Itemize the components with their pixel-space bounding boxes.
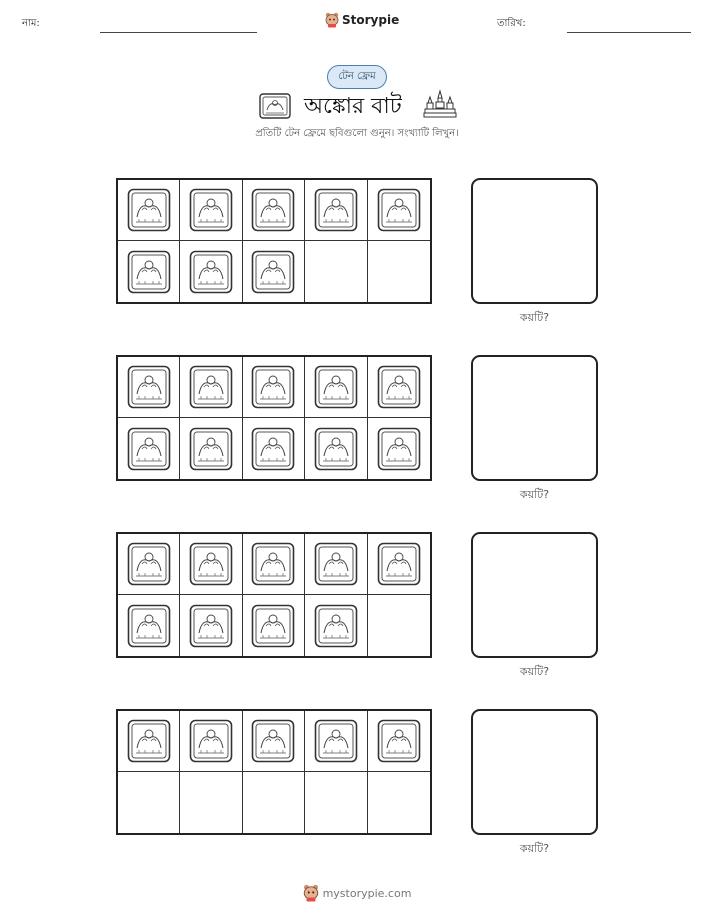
ten-frame-cell [118, 534, 180, 595]
angkor-carving-icon [189, 188, 233, 232]
brand-name: Storypie [342, 13, 400, 27]
ten-frame-cell [243, 357, 305, 418]
ten-frame-cell [243, 241, 305, 302]
angkor-temple-icon [423, 89, 457, 119]
name-line[interactable] [100, 32, 257, 33]
ten-frame-cell [180, 418, 242, 479]
ten-frame-cell [368, 180, 430, 241]
angkor-carving-icon [314, 604, 358, 648]
answer-label: কয়টি? [519, 842, 550, 855]
title-row [0, 89, 714, 121]
angkor-carving-icon [377, 427, 421, 471]
angkor-carving-icon [251, 365, 295, 409]
ten-frame-cell [243, 595, 305, 656]
date-line[interactable] [567, 32, 691, 33]
ten-frame-cell [118, 241, 180, 302]
answer-label: কয়টি? [519, 311, 550, 324]
instructions: প্রতিটি টেন ফ্রেমে ছবিগুলো গুনুন। সংখ্যাটি লিখুন। [255, 128, 459, 139]
ten-frame-cell [180, 534, 242, 595]
ten-frame-cell [118, 711, 180, 772]
angkor-carving-icon [127, 604, 171, 648]
angkor-carving-icon [251, 719, 295, 763]
ten-frame-cell [305, 711, 367, 772]
angkor-carving-icon [189, 250, 233, 294]
date-label: তারিখ: [497, 18, 526, 29]
angkor-carving-icon [251, 188, 295, 232]
ten-frame-cell [368, 534, 430, 595]
angkor-carving-icon [189, 542, 233, 586]
ten-frame [116, 709, 432, 835]
answer-box[interactable] [471, 532, 598, 658]
ten-frame-cell [305, 418, 367, 479]
answer-box[interactable] [471, 709, 598, 835]
angkor-carving-icon [314, 188, 358, 232]
ten-frame [116, 532, 432, 658]
angkor-carving-icon [377, 365, 421, 409]
ten-frame [116, 355, 432, 481]
ten-frame-cell [118, 772, 180, 833]
angkor-carving-icon [377, 188, 421, 232]
ten-frame-cell [243, 772, 305, 833]
angkor-carving-icon [251, 542, 295, 586]
ten-frame-cell [305, 357, 367, 418]
ten-frame-cell [305, 772, 367, 833]
answer-label: কয়টি? [519, 488, 550, 501]
angkor-carving-icon [251, 427, 295, 471]
page-title: অঙ্কোর বাট [304, 94, 402, 119]
ten-frame-cell [243, 534, 305, 595]
ten-frame-cell [180, 711, 242, 772]
ten-frame [116, 178, 432, 304]
ten-frame-cell [180, 180, 242, 241]
ten-frame-cell [180, 595, 242, 656]
angkor-carving-icon [314, 542, 358, 586]
angkor-carving-icon [127, 542, 171, 586]
footer-url[interactable]: mystorypie.com [322, 886, 412, 900]
ten-frame-cell [243, 711, 305, 772]
ten-frame-cell [118, 180, 180, 241]
topic-badge: টেন ফ্রেম [327, 65, 387, 89]
angkor-carving-icon [314, 427, 358, 471]
angkor-carving-icon [189, 719, 233, 763]
answer-label: কয়টি? [519, 665, 550, 678]
name-label: নাম: [22, 18, 40, 29]
angkor-carving-icon [314, 365, 358, 409]
answer-box[interactable] [471, 355, 598, 481]
ten-frame-cell [368, 711, 430, 772]
ten-frame-cell [305, 241, 367, 302]
angkor-carving-icon [377, 719, 421, 763]
angkor-carving-icon [377, 542, 421, 586]
ten-frame-cell [118, 418, 180, 479]
ten-frame-cell [118, 357, 180, 418]
ten-frame-cell [118, 595, 180, 656]
ten-frame-cell [305, 180, 367, 241]
angkor-carving-icon [127, 188, 171, 232]
ten-frame-cell [180, 241, 242, 302]
ten-frame-cell [180, 357, 242, 418]
storypie-mascot-icon [303, 884, 319, 902]
angkor-carving-icon [251, 250, 295, 294]
answer-box[interactable] [471, 178, 598, 304]
ten-frame-cell [243, 418, 305, 479]
angkor-carving-icon [189, 365, 233, 409]
ten-frame-cell [243, 180, 305, 241]
angkor-carving-icon [314, 719, 358, 763]
ten-frame-cell [368, 772, 430, 833]
angkor-carving-icon [251, 604, 295, 648]
angkor-carving-icon [259, 93, 291, 119]
ten-frame-cell [368, 595, 430, 656]
angkor-carving-icon [127, 719, 171, 763]
footer [0, 884, 714, 902]
angkor-carving-icon [127, 250, 171, 294]
angkor-carving-icon [189, 427, 233, 471]
ten-frame-cell [368, 241, 430, 302]
ten-frame-cell [180, 772, 242, 833]
angkor-carving-icon [189, 604, 233, 648]
ten-frame-cell [305, 595, 367, 656]
ten-frame-cell [368, 357, 430, 418]
storypie-mascot-icon [325, 12, 339, 28]
ten-frame-cell [305, 534, 367, 595]
ten-frame-cell [368, 418, 430, 479]
angkor-carving-icon [127, 427, 171, 471]
storypie-logo [325, 12, 399, 28]
angkor-carving-icon [127, 365, 171, 409]
